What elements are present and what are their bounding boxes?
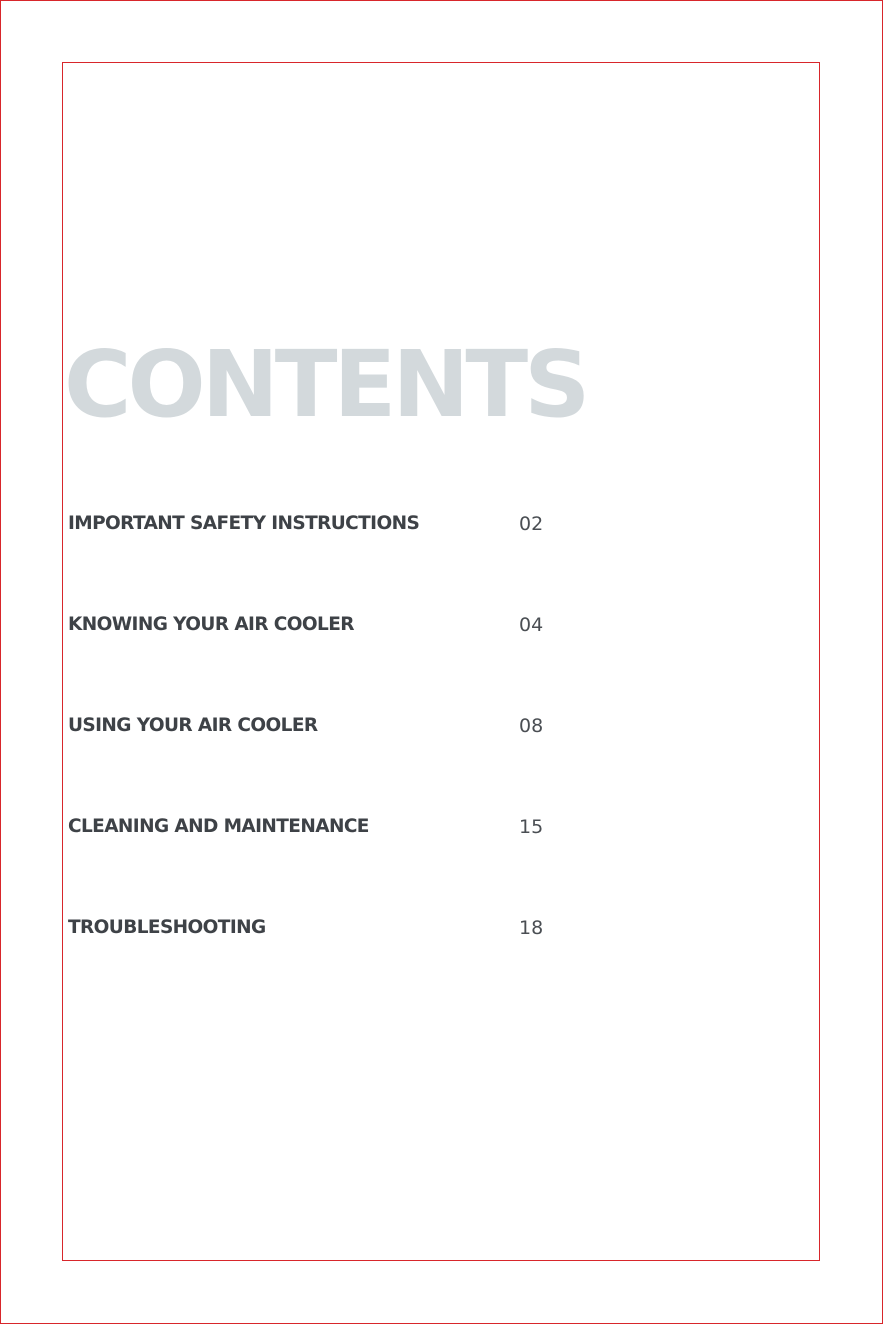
toc-entry-cleaning-and-maintenance[interactable] bbox=[68, 813, 548, 914]
toc-entry-safety-instructions[interactable] bbox=[68, 510, 548, 611]
toc-entry-page-number: 08 bbox=[519, 715, 544, 737]
toc-entry-page-number: 15 bbox=[519, 816, 544, 838]
toc-entry-troubleshooting[interactable] bbox=[68, 914, 548, 1015]
toc-entry-label: USING YOUR AIR COOLER bbox=[68, 715, 318, 736]
toc-entry-label: TROUBLESHOOTING bbox=[68, 917, 266, 938]
toc-entry-label: IMPORTANT SAFETY INSTRUCTIONS bbox=[68, 513, 420, 534]
toc-entry-label: KNOWING YOUR AIR COOLER bbox=[68, 614, 354, 635]
toc-entry-page-number: 02 bbox=[519, 513, 544, 535]
page-title: CONTENTS bbox=[64, 331, 587, 438]
toc-entry-knowing-your-air-cooler[interactable] bbox=[68, 611, 548, 712]
toc-entry-page-number: 04 bbox=[519, 614, 544, 636]
toc-entry-using-your-air-cooler[interactable] bbox=[68, 712, 548, 813]
toc-entry-page-number: 18 bbox=[519, 917, 544, 939]
table-of-contents bbox=[68, 510, 548, 1015]
toc-entry-label: CLEANING AND MAINTENANCE bbox=[68, 816, 369, 837]
